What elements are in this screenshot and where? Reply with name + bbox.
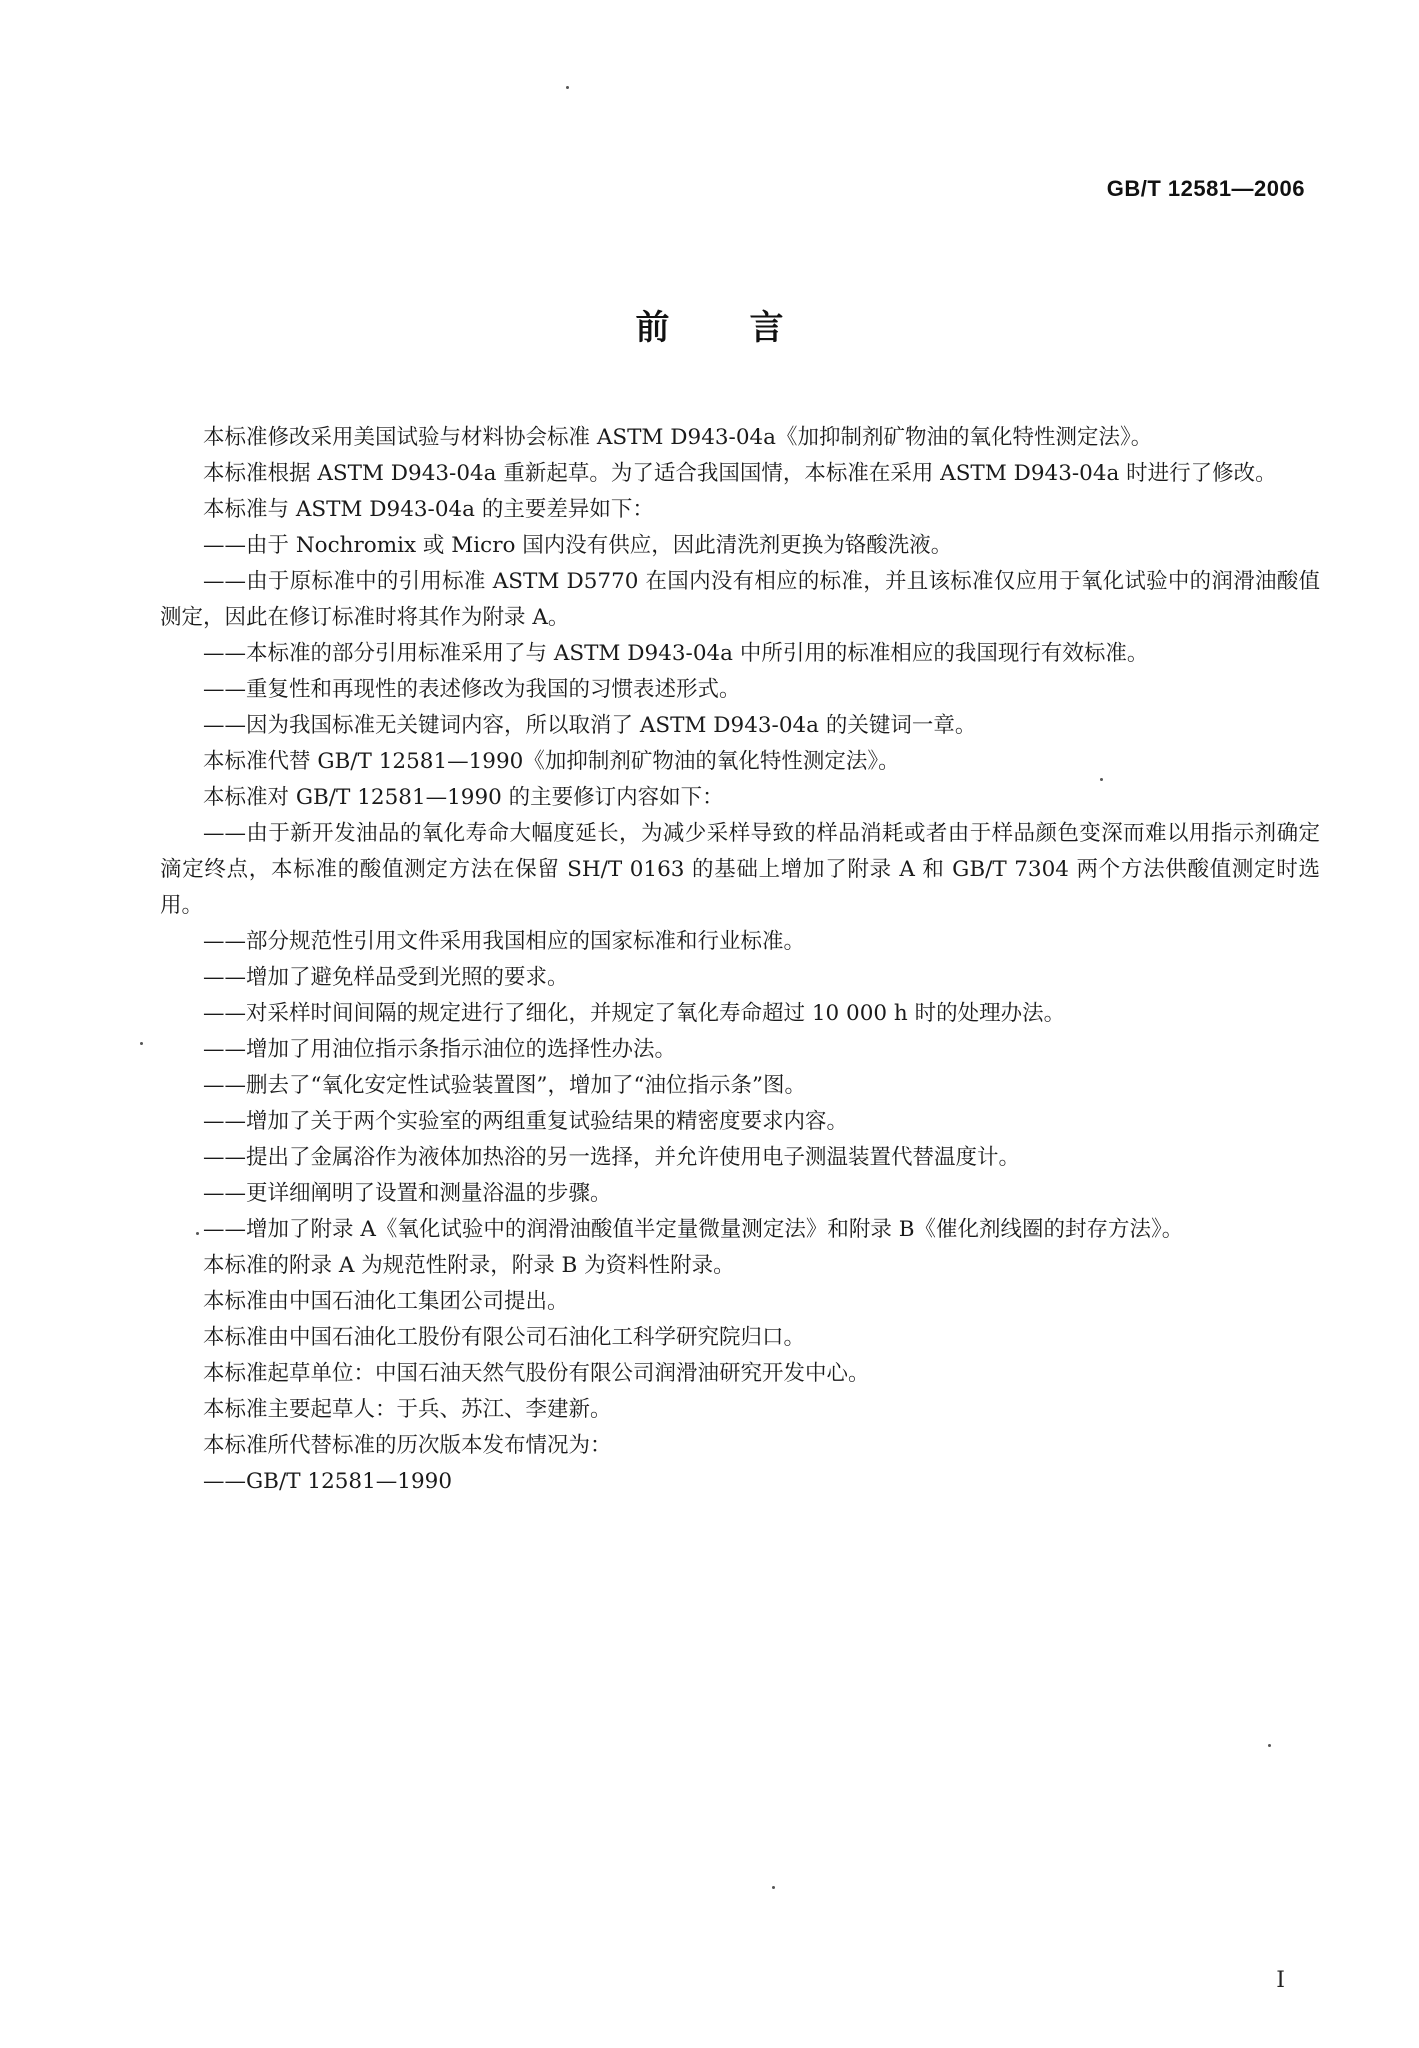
paragraph-administrator: 本标准由中国石油化工股份有限公司石油化工科学研究院归口。: [203, 1325, 806, 1350]
paragraph-proposer: 本标准由中国石油化工集团公司提出。: [203, 1289, 569, 1314]
paragraph-history-intro: 本标准所代替标准的历次版本发布情况为：: [203, 1433, 612, 1458]
scan-speck: [772, 1886, 775, 1889]
paragraph-drafting-unit: 本标准起草单位：中国石油天然气股份有限公司润滑油研究开发中心。: [203, 1361, 870, 1386]
paragraph-revisions-intro: 本标准对 GB/T 12581—1990 的主要修订内容如下：: [203, 785, 724, 810]
list-item-difference: ——重复性和再现性的表述修改为我国的习惯表述形式。: [203, 677, 741, 702]
list-item-revision: ——增加了关于两个实验室的两组重复试验结果的精密度要求内容。: [203, 1109, 849, 1134]
paragraph-appendix-types: 本标准的附录 A 为规范性附录，附录 B 为资料性附录。: [203, 1253, 735, 1278]
list-item-difference: ——因为我国标准无关键词内容，所以取消了 ASTM D943-04a 的关键词一章。: [203, 713, 977, 738]
list-item-revision: ——部分规范性引用文件采用我国相应的国家标准和行业标准。: [203, 929, 806, 954]
paragraph-replaces: 本标准代替 GB/T 12581—1990《加抑制剂矿物油的氧化特性测定法》。: [203, 749, 900, 774]
list-item-difference: ——由于 Nochromix 或 Micro 国内没有供应，因此清洗剂更换为铬酸洗液。: [203, 533, 953, 558]
paragraph-adoption: 本标准修改采用美国试验与材料协会标准 ASTM D943-04a《加抑制剂矿物油的氧化特性测定法》。: [203, 425, 1153, 450]
list-item-revision: ——增加了用油位指示条指示油位的选择性办法。: [203, 1037, 677, 1062]
scan-speck: [196, 1232, 199, 1235]
list-item-revision: ——提出了金属浴作为液体加热浴的另一选择，并允许使用电子测温装置代替温度计。: [203, 1145, 1021, 1170]
paragraph-differences-intro: 本标准与 ASTM D943-04a 的主要差异如下：: [203, 497, 654, 522]
list-item-difference: ——由于原标准中的引用标准 ASTM D5770 在国内没有相应的标准，并且该标准仅应用于氧化试验中的润滑油酸值测定，因此在修订标准时将其作为附录 A。: [160, 569, 1320, 630]
list-item-revision: ——由于新开发油品的氧化寿命大幅度延长，为减少采样导致的样品消耗或者由于样品颜色变深而难以用指示剂确定滴定终点，本标准的酸值测定方法在保留 SH/T 0163 的基础上增加了附录 A 和 GB/T 7304 两个方法供酸值测定时选用。: [160, 821, 1320, 918]
page-title: 前言: [635, 308, 864, 348]
list-item-revision: ——更详细阐明了设置和测量浴温的步骤。: [203, 1181, 612, 1206]
list-item-difference: ——本标准的部分引用标准采用了与 ASTM D943-04a 中所引用的标准相应的我国现行有效标准。: [203, 641, 1149, 666]
paragraph-redrafted: 本标准根据 ASTM D943-04a 重新起草。为了适合我国国情，本标准在采用 ASTM D943-04a 时进行了修改。: [203, 461, 1277, 486]
scan-speck: [1268, 1744, 1271, 1747]
list-item-revision: ——增加了避免样品受到光照的要求。: [203, 965, 569, 990]
scan-speck: [1100, 778, 1103, 781]
list-item-revision: ——对采样时间间隔的规定进行了细化，并规定了氧化寿命超过 10 000 h 时的处理办法。: [203, 1001, 1066, 1026]
document-body: [160, 420, 1320, 1500]
standard-code: GB/T 12581—2006: [1106, 176, 1305, 201]
scan-speck: [140, 1042, 143, 1045]
scan-speck: [566, 86, 569, 89]
list-item-revision: ——删去了“氧化安定性试验装置图”，增加了“油位指示条”图。: [203, 1073, 806, 1098]
page-number: I: [1276, 1968, 1285, 1993]
list-item-history: ——GB/T 12581—1990: [203, 1469, 453, 1494]
list-item-revision: ——增加了附录 A《氧化试验中的润滑油酸值半定量微量测定法》和附录 B《催化剂线圈的封存方法》。: [203, 1217, 1184, 1242]
paragraph-drafters: 本标准主要起草人：于兵、苏江、李建新。: [203, 1397, 612, 1422]
